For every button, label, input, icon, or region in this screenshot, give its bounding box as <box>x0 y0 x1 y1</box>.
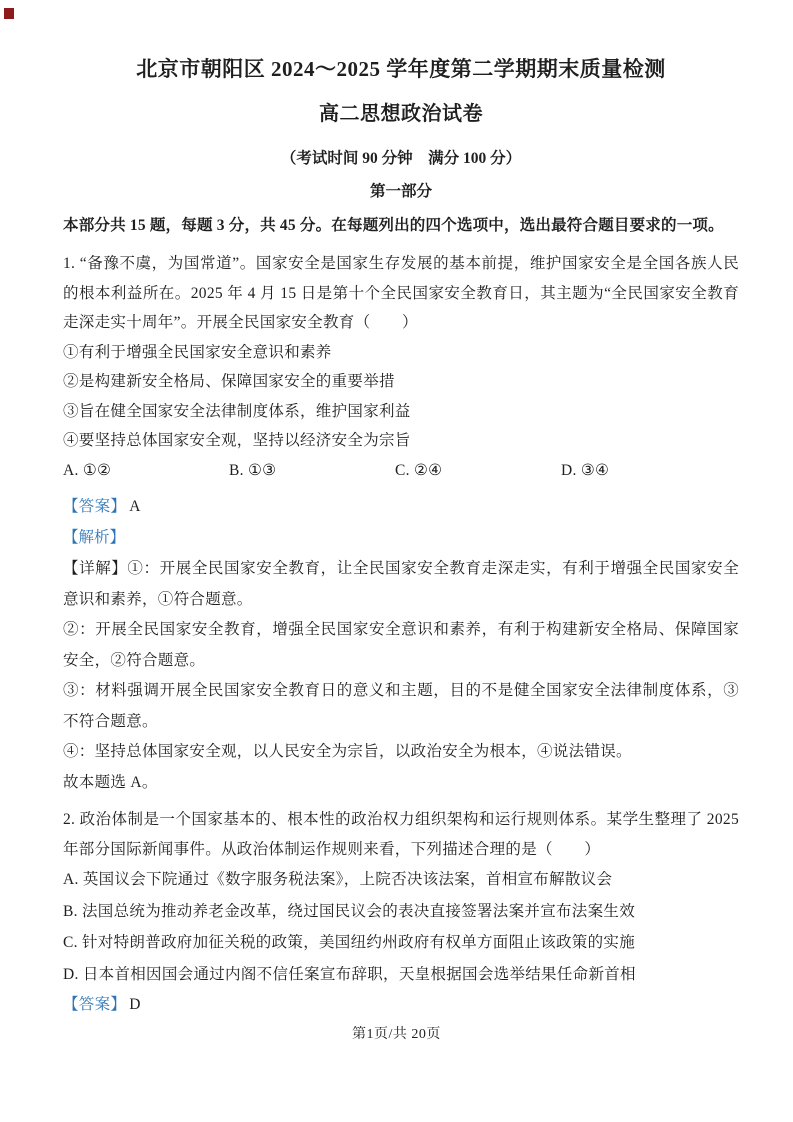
explanation-paragraph-2: ②：开展全民国家安全教育，增强全民国家安全意识和素养，有利于构建新安全格局、保障国家安全，②符合题意。 <box>63 621 739 669</box>
section-title: 第一部分 <box>369 183 432 200</box>
answer-label: 【答案】 <box>63 996 127 1013</box>
explanation-paragraph-3: ③：材料强调开展全民国家安全教育日的意义和主题，目的不是健全国家安全法律制度体系，③不符合题意。 <box>63 682 739 730</box>
page-corner-marker <box>4 8 14 19</box>
doc-subtitle: 高二思想政治试卷 <box>319 103 483 125</box>
question-2-stem: 2. 政治体制是一个国家基本的、根本性的政治权力组织架构和运行规则体系。某学生整理了 2025 年部分国际新闻事件。从政治体制运作规则来看，下列描述合理的是（ ） <box>63 811 739 858</box>
explanation-conclusion: 故本题选 A。 <box>63 773 158 791</box>
question-1-choice-c: C. ②④ <box>395 461 443 479</box>
doc-title: 北京市朝阳区 2024～2025 学年度第二学期期末质量检测 <box>136 57 666 81</box>
question-1-choice-d: D. ③④ <box>561 461 610 479</box>
section-intro: 本部分共 15 题，每题 3 分，共 45 分。在每题列出的四个选项中，选出最符合题目要求的一项。 <box>63 217 724 234</box>
question-1-statement-1: ①有利于增强全民国家安全意识和素养 <box>63 343 332 361</box>
exam-info-line: （考试时间 90 分钟 满分 100 分） <box>280 150 522 167</box>
question-2-choice-a: A. 英国议会下院通过《数字服务税法案》，上院否决该法案，首相宣布解散议会 <box>63 871 613 888</box>
answer-value: D <box>129 996 141 1013</box>
question-2-choice-b: B. 法国总统为推动养老金改革，绕过国民议会的表决直接签署法案并宣布法案生效 <box>63 902 635 920</box>
question-1-answer-line <box>63 492 739 522</box>
question-1-statement-3: ③旨在健全国家安全法律制度体系，维护国家利益 <box>63 402 411 420</box>
answer-label: 【答案】 <box>63 498 127 515</box>
answer-value: A <box>129 498 141 515</box>
question-1-choices <box>63 456 739 486</box>
question-1-choice-a: A. ①② <box>63 461 112 479</box>
analysis-label: 【解析】 <box>63 529 126 546</box>
question-2-choice-d: D. 日本首相因国会通过内阁不信任案宣布辞职，天皇根据国会选举结果任命新首相 <box>63 965 636 983</box>
question-2-choice-c: C. 针对特朗普政府加征关税的政策，美国纽约州政府有权单方面阻止该政策的实施 <box>63 934 635 951</box>
question-1-stem: 1. “备豫不虞，为国常道”。国家安全是国家生存发展的基本前提，维护国家安全是全国各族人民的根本利益所在。2025 年 4 月 15 日是第十个全民国家安全教育日，其主题为“全民国家安全教育走深走实十周年”。开展全民国家安全教育（ ） <box>63 255 739 331</box>
question-1 <box>63 249 739 798</box>
document-content <box>63 56 739 1021</box>
explanation-paragraph-1: 【详解】①：开展全民国家安全教育，让全民国家安全教育走深走实，有利于增强全民国家安全意识和素养，①符合题意。 <box>63 560 739 608</box>
question-1-explanation <box>63 554 739 798</box>
page-number-footer: 第1页/共 20页 <box>352 1027 441 1042</box>
question-1-statement-4: ④要坚持总体国家安全观，坚持以经济安全为宗旨 <box>63 432 411 449</box>
question-2 <box>63 805 739 1020</box>
explanation-paragraph-4: ④：坚持总体国家安全观，以人民安全为宗旨，以政治安全为根本，④说法错误。 <box>63 743 632 760</box>
question-1-statement-2: ②是构建新安全格局、保障国家安全的重要举措 <box>63 373 395 390</box>
question-2-answer-line <box>63 990 739 1020</box>
question-1-choice-b: B. ①③ <box>229 461 277 479</box>
